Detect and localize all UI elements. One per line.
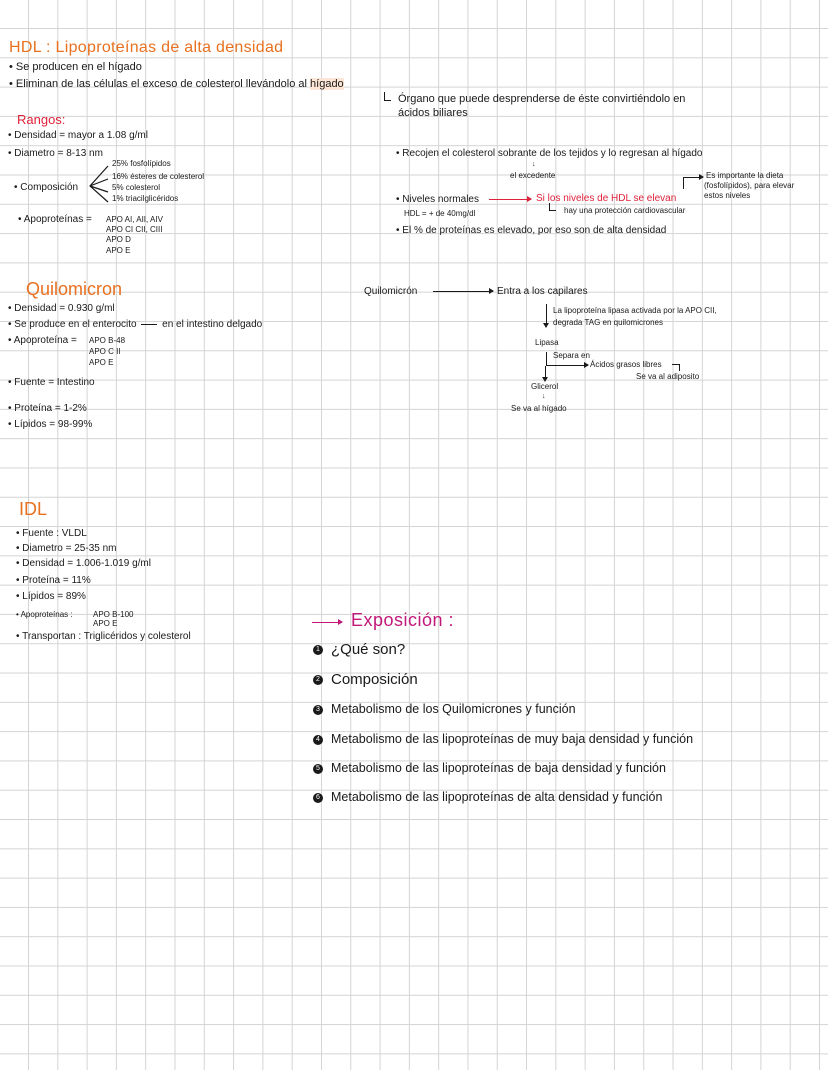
quilo-proteina: • Proteína = 1-2% bbox=[8, 403, 87, 414]
quilo-apoproteina-label: • Apoproteína = bbox=[8, 335, 77, 346]
quilomicron-title: Quilomicron bbox=[26, 279, 123, 299]
idl-item: • Proteína = 11% bbox=[16, 575, 91, 586]
arrow-icon bbox=[141, 324, 157, 325]
number-badge: 4 bbox=[313, 735, 323, 745]
quilo-fuente: • Fuente = Intestino bbox=[8, 377, 95, 388]
brace-icon bbox=[88, 164, 110, 204]
magenta-arrow-icon bbox=[312, 622, 342, 623]
quilo-lipidos: • Lípidos = 98-99% bbox=[8, 419, 93, 430]
idl-transportan: • Transportan : Triglicéridos y colesterol bbox=[16, 631, 191, 642]
idl-apoproteina-item: APO B-100 bbox=[93, 610, 134, 619]
si-niveles-text: Si los niveles de HDL se elevan bbox=[536, 193, 677, 204]
idl-item: • Densidad = 1.006-1.019 g/ml bbox=[16, 558, 151, 569]
flow-acidos: Ácidos grasos libres bbox=[590, 360, 662, 369]
apoproteina-item: APO D bbox=[106, 235, 131, 244]
idl-item: • Lípidos = 89% bbox=[16, 591, 86, 602]
flow-lipoproteina-line2: degrada TAG en quilomicrones bbox=[553, 318, 663, 327]
hdl-bullet-2: • Eliminan de las células el exceso de colesterol llevándolo al hígado bbox=[9, 78, 344, 90]
exposicion-item: 1 ¿Qué son? bbox=[313, 642, 405, 657]
number-badge: 5 bbox=[313, 764, 323, 774]
exposicion-item: 3 Metabolismo de los Quilomicrones y función bbox=[313, 703, 576, 716]
apoproteina-item: APO AI, AII, AIV bbox=[106, 215, 163, 224]
recogen-text: • Recojen el colesterol sobrante de los tejidos y lo regresan al hígado bbox=[396, 148, 703, 159]
arrow-icon bbox=[433, 291, 493, 292]
flow-start: Quilomicrón bbox=[364, 286, 418, 297]
quilo-apoproteina-item: APO C II bbox=[89, 347, 121, 356]
idl-item: • Fuente : VLDL bbox=[16, 528, 87, 539]
flow-lipasa: Lipasa bbox=[535, 338, 559, 347]
composicion-item: 16% ésteres de colesterol bbox=[112, 172, 205, 181]
quilo-densidad: • Densidad = 0.930 g/ml bbox=[8, 303, 115, 314]
composicion-item: 25% fosfolípidos bbox=[112, 159, 171, 168]
down-arrow-icon: ↓ bbox=[542, 393, 546, 400]
connector-line bbox=[683, 177, 684, 189]
exposicion-title: Exposición : bbox=[351, 610, 455, 630]
hook-arrow-icon bbox=[549, 203, 556, 211]
flow-lipoproteina-line1: La lipoproteína lipasa activada por la APO CII, bbox=[553, 306, 717, 315]
red-arrow-icon bbox=[489, 199, 531, 200]
idl-title: IDL bbox=[19, 499, 48, 519]
number-badge: 2 bbox=[313, 675, 323, 685]
porcentaje-text: • El % de proteínas es elevado, por eso son de alta densidad bbox=[396, 225, 667, 236]
connector-line bbox=[546, 352, 547, 366]
flow-capilares: Entra a los capilares bbox=[497, 286, 588, 297]
excedente-text: el excedente bbox=[510, 171, 556, 180]
niveles-label: • Niveles normales bbox=[396, 194, 479, 205]
organ-note-line2: ácidos biliares bbox=[398, 107, 468, 119]
down-arrow-icon bbox=[546, 304, 547, 326]
number-badge: 3 bbox=[313, 705, 323, 715]
connector-line bbox=[672, 364, 680, 371]
quilo-apoproteina-item: APO E bbox=[89, 358, 114, 367]
exposicion-item: 2 Composición bbox=[313, 672, 418, 687]
niveles-value: HDL = + de 40mg/dl bbox=[404, 209, 476, 218]
apoproteina-item: APO CI CII, CIII bbox=[106, 225, 163, 234]
hdl-densidad: • Densidad = mayor a 1.08 g/ml bbox=[8, 130, 148, 141]
quilo-produce: • Se produce en el enterocito en el intestino delgado bbox=[8, 319, 263, 330]
dieta-line3: estos niveles bbox=[704, 191, 751, 200]
hdl-title: HDL : Lipoproteínas de alta densidad bbox=[9, 39, 284, 56]
hdl-bullet-1: • Se producen en el hígado bbox=[9, 61, 142, 73]
flow-higado: Se va al hígado bbox=[511, 404, 567, 413]
flow-glicerol: Glicerol bbox=[531, 382, 559, 391]
hook-arrow-icon bbox=[384, 92, 391, 101]
idl-apoproteinas-label: • Apoproteínas : bbox=[16, 610, 73, 619]
exposicion-item: 6 Metabolismo de las lipoproteínas de alta densidad y función bbox=[313, 791, 662, 804]
hdl-diametro: • Diametro = 8-13 nm bbox=[8, 148, 103, 159]
composicion-item: 5% colesterol bbox=[112, 183, 161, 192]
exposicion-item: 5 Metabolismo de las lipoproteínas de baja densidad y función bbox=[313, 762, 666, 775]
quilo-apoproteina-item: APO B-48 bbox=[89, 336, 126, 345]
arrow-icon bbox=[546, 365, 588, 366]
apoproteinas-label: • Apoproteínas = bbox=[18, 214, 92, 225]
proteccion-text: hay una protección cardiovascular bbox=[564, 206, 686, 215]
down-arrow-icon: ↓ bbox=[532, 161, 536, 168]
rangos-label: Rangos: bbox=[17, 112, 66, 127]
apoproteina-item: APO E bbox=[106, 246, 131, 255]
flow-separa: Separa en bbox=[553, 351, 590, 360]
number-badge: 6 bbox=[313, 793, 323, 803]
dieta-line1: Es importante la dieta bbox=[706, 171, 784, 180]
idl-item: • Diametro = 25-35 nm bbox=[16, 543, 117, 554]
down-arrow-icon bbox=[545, 366, 546, 380]
dieta-line2: (fosfolípidos), para elevar bbox=[704, 181, 795, 190]
organ-note-line1: Órgano que puede desprenderse de éste convirtiéndolo en bbox=[398, 93, 686, 105]
highlighted-word: hígado bbox=[310, 78, 344, 90]
idl-apoproteina-item: APO E bbox=[93, 619, 118, 628]
composicion-item: 1% triacilglicéridos bbox=[112, 194, 179, 203]
number-badge: 1 bbox=[313, 645, 323, 655]
arrow-icon bbox=[683, 177, 703, 178]
exposicion-item: 4 Metabolismo de las lipoproteínas de muy baja densidad y función bbox=[313, 733, 693, 746]
flow-adiposito: Se va al adiposito bbox=[636, 372, 700, 381]
composicion-label: • Composición bbox=[14, 182, 79, 193]
